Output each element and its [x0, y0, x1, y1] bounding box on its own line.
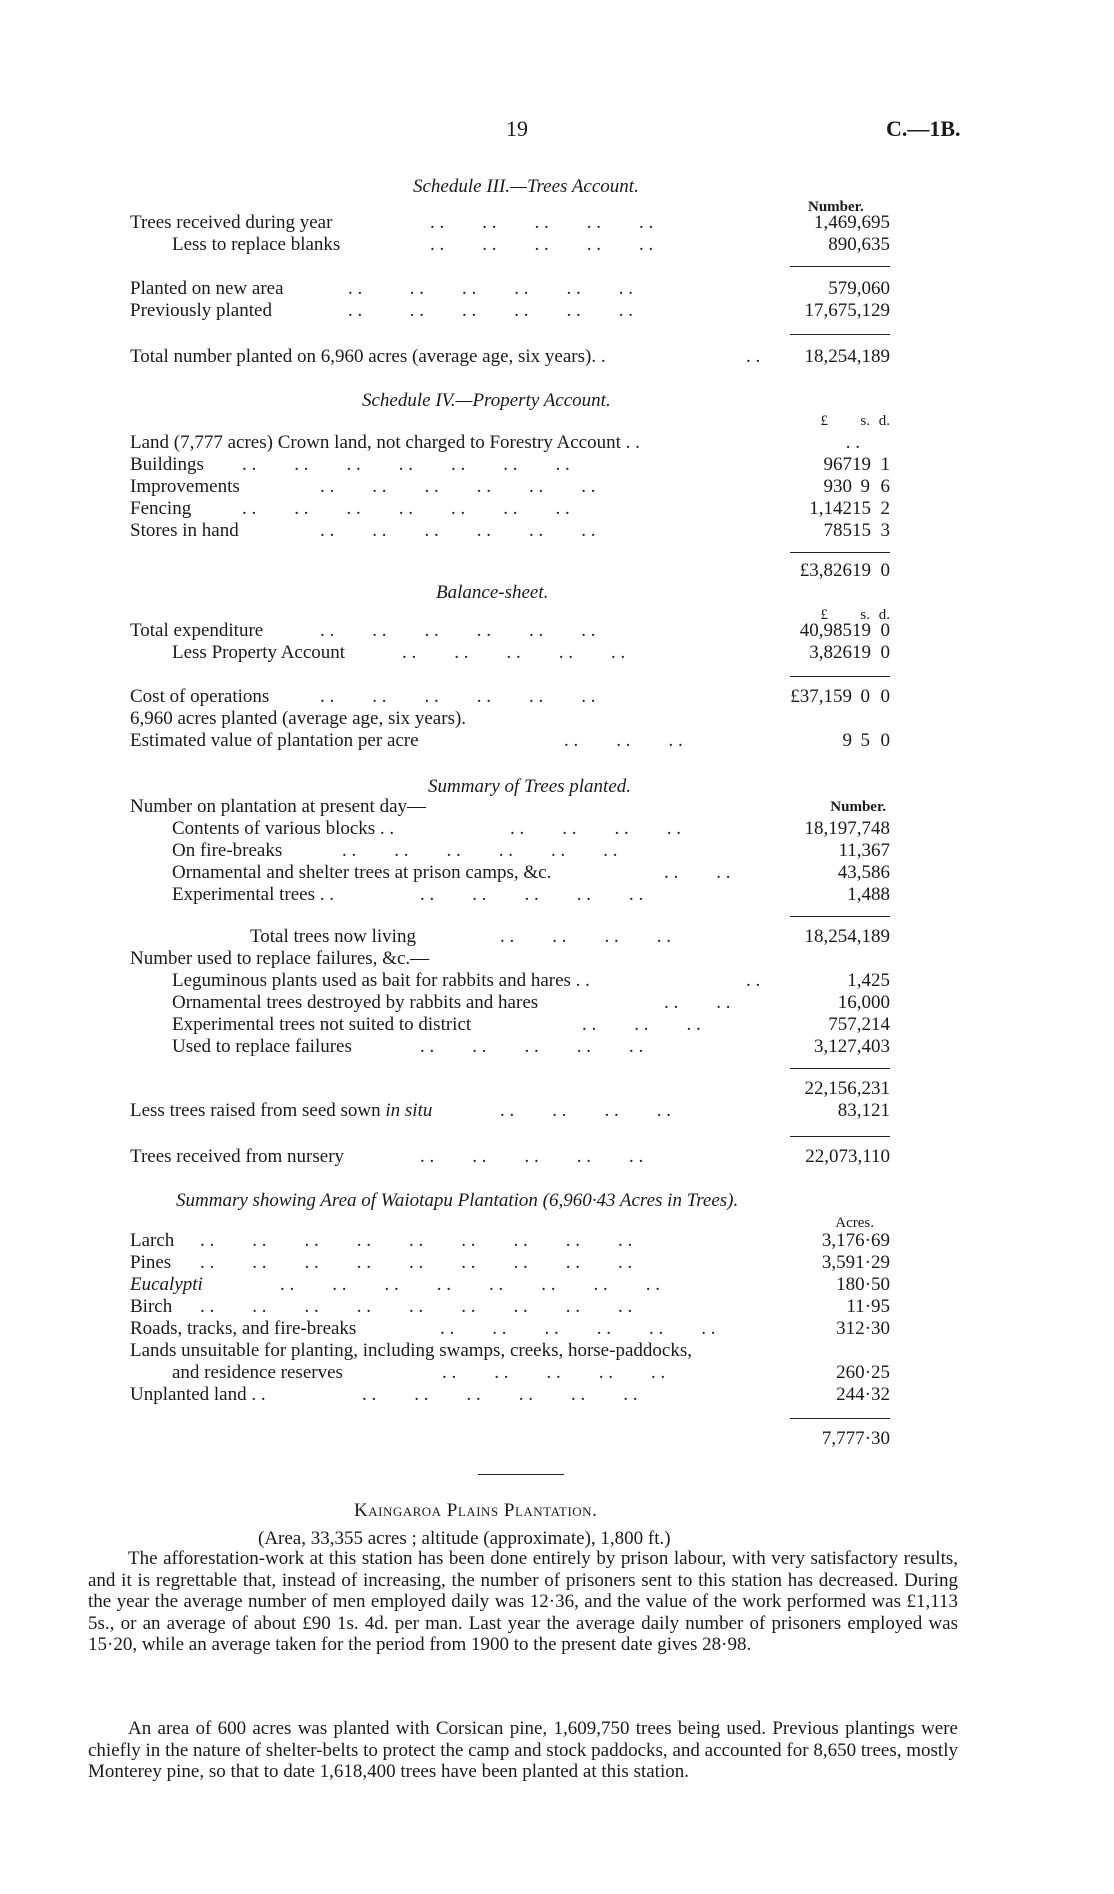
- schedule-4-total-row: £3,826 19 0: [799, 560, 890, 581]
- summary-area-row: Birch . . . . . . . . . . . . . . . . . . 11·95: [130, 1296, 890, 1317]
- balance-sheet-column-headers: £ s. d.: [820, 607, 890, 623]
- summary-area-row: Larch . . . . . . . . . . . . . . . . . . 3,176·69: [130, 1230, 890, 1251]
- balance-sheet-row: Less Property Account . . . . . . . . . . 3,826 19 0: [172, 642, 890, 663]
- section-divider: [478, 1474, 564, 1475]
- summary-area-row: Lands unsuitable for planting, including swamps, creeks, horse-paddocks,: [130, 1340, 692, 1361]
- schedule-4-row: Buildings . . . . . . . . . . . . . . 967 19 1: [130, 454, 890, 475]
- section-subtitle: (Area, 33,355 acres ; altitude (approximate), 1,800 ft.): [258, 1528, 671, 1549]
- schedule-4-column-headers: £ s. d.: [820, 413, 890, 429]
- summary-trees-row: Contents of various blocks . . . . . . . . . . 18,197,748: [172, 818, 890, 839]
- schedule-3-total-row: Total number planted on 6,960 acres (average age, six years). . . . 18,254,189: [130, 346, 890, 367]
- summary-trees-heading-row: Number used to replace failures, &c.—: [130, 948, 430, 969]
- summary-area-total-row: 7,777·30: [821, 1428, 890, 1449]
- summary-area-column-header: Acres.: [835, 1215, 874, 1231]
- page-number: 19: [506, 116, 528, 141]
- schedule-4-row: Stores in hand . . . . . . . . . . . . 785 15 3: [130, 520, 890, 541]
- summary-trees-heading-row: Number on plantation at present day— Number.: [130, 796, 886, 817]
- schedule-4-title: Schedule IV.—Property Account.: [362, 390, 611, 411]
- rule: [790, 1068, 890, 1069]
- rule: [790, 1136, 890, 1137]
- summary-trees-total-row: Total trees now living . . . . . . . . 18,254,189: [250, 926, 890, 947]
- rule: [790, 1418, 890, 1419]
- summary-area-row: Roads, tracks, and fire-breaks . . . . . . . . . . . . 312·30: [130, 1318, 890, 1339]
- schedule-3-row: Previously planted . . . . . . . . . . . . 17,675,129: [130, 300, 890, 321]
- summary-trees-row: Used to replace failures . . . . . . . . . . 3,127,403: [172, 1036, 890, 1057]
- summary-area-row: Eucalypti . . . . . . . . . . . . . . . . 180·50: [130, 1274, 890, 1295]
- summary-area-title: Summary showing Area of Waiotapu Plantation (6,960·43 Acres in Trees).: [176, 1190, 739, 1211]
- rule: [790, 552, 890, 553]
- paragraph: The afforestation-work at this station has been done entirely by prison labour, with very satisfactory results, and it is regrettable that, instead of increasing, the number of prisoners sent to this station has decreased. During the year the average number of men employed daily was 12·36, and the value of the work performed was £1,113 5s., or an average of about £90 1s. 4d. per man. Last year the average daily number of prisoners employed was 15·20, while an average taken for the period from 1900 to the present date gives 28·98.: [88, 1548, 958, 1655]
- summary-trees-row: Ornamental and shelter trees at prison camps, &c. . . . . 43,586: [172, 862, 890, 883]
- balance-sheet-row: Total expenditure . . . . . . . . . . . . 40,985 19 0: [130, 620, 890, 641]
- summary-trees-nursery-row: Trees received from nursery . . . . . . . . . . 22,073,110: [130, 1146, 890, 1167]
- summary-trees-row: On fire-breaks . . . . . . . . . . . . 11,367: [172, 840, 890, 861]
- balance-sheet-row: 6,960 acres planted (average age, six years).: [130, 708, 467, 729]
- schedule-3-column-header: Number.: [808, 199, 864, 215]
- rule: [790, 266, 890, 267]
- schedule-4-row: Land (7,777 acres) Crown land, not charged to Forestry Account . . . .: [130, 432, 860, 453]
- schedule-3-row: Less to replace blanks . . . . . . . . . . 890,635: [172, 234, 890, 255]
- summary-trees-row: Leguminous plants used as bait for rabbits and hares . . . . 1,425: [172, 970, 890, 991]
- summary-area-row: and residence reserves . . . . . . . . . . 260·25: [172, 1362, 890, 1383]
- document-reference: C.—1B.: [886, 116, 961, 141]
- schedule-4-row: Improvements . . . . . . . . . . . . 930 9 6: [130, 476, 890, 497]
- summary-area-row: Unplanted land . . . . . . . . . . . . . . 244·32: [130, 1384, 890, 1405]
- summary-trees-row: Ornamental trees destroyed by rabbits and hares . . . . 16,000: [172, 992, 890, 1013]
- schedule-3-row: Trees received during year . . . . . . . . . . 1,469,695: [130, 212, 890, 233]
- schedule-4-row: Fencing . . . . . . . . . . . . . . 1,142 15 2: [130, 498, 890, 519]
- rule: [790, 334, 890, 335]
- balance-sheet-title: Balance-sheet.: [436, 582, 549, 603]
- schedule-3-row: Planted on new area . . . . . . . . . . . . 579,060: [130, 278, 890, 299]
- summary-trees-row: Less trees raised from seed sown in situ . . . . . . . . 83,121: [130, 1100, 890, 1121]
- summary-trees-title: Summary of Trees planted.: [428, 776, 632, 797]
- rule: [790, 676, 890, 677]
- section-title: Kaingaroa Plains Plantation.: [354, 1500, 598, 1521]
- summary-trees-row: Experimental trees not suited to district . . . . . . 757,214: [172, 1014, 890, 1035]
- paragraph: An area of 600 acres was planted with Corsican pine, 1,609,750 trees being used. Previous plantings were chiefly in the nature of shelter-belts to protect the camp and stock paddocks, and accounted for 8,650 trees, mostly Monterey pine, so that to date 1,618,400 trees have been planted at this station.: [88, 1718, 958, 1782]
- schedule-3-title: Schedule III.—Trees Account.: [413, 176, 639, 197]
- balance-sheet-row: Cost of operations . . . . . . . . . . . . £37,159 0 0: [130, 686, 890, 707]
- rule: [790, 916, 890, 917]
- summary-area-row: Pines . . . . . . . . . . . . . . . . . . 3,591·29: [130, 1252, 890, 1273]
- balance-sheet-row: Estimated value of plantation per acre . . . . . . 9 5 0: [130, 730, 890, 751]
- summary-trees-row: Experimental trees . . . . . . . . . . . . 1,488: [172, 884, 890, 905]
- summary-trees-grand-row: 22,156,231: [804, 1078, 890, 1099]
